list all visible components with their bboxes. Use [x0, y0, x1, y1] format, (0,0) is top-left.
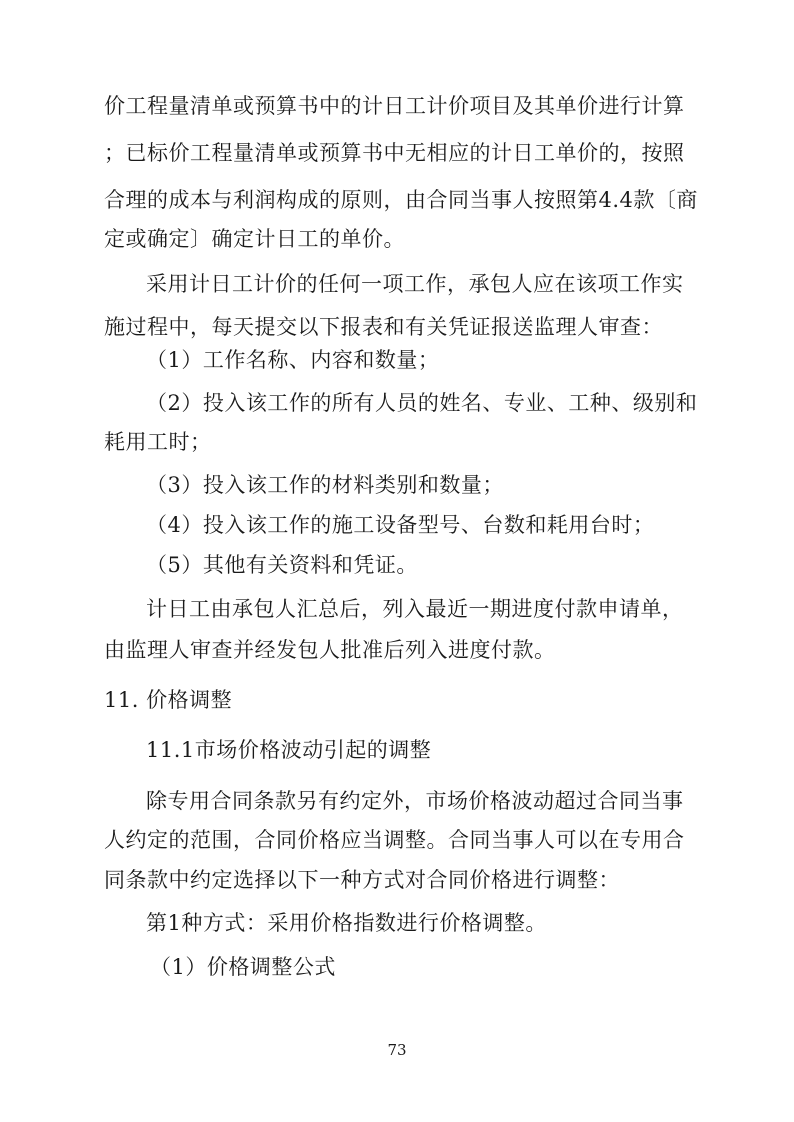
body-text-line: 人约定的范围，合同价格应当调整。合同当事人可以在专用合 — [104, 828, 685, 852]
body-text-line: 价工程量清单或预算书中的计日工计价项目及其单价进行计算 — [104, 94, 685, 118]
page-number: 73 — [387, 1041, 407, 1059]
list-item-1: （1）工作名称、内容和数量； — [146, 348, 440, 372]
body-text-line: 定或确定〕确定计日工的单价。 — [104, 227, 405, 251]
subsection-heading: 11.1市场价格波动引起的调整 — [146, 738, 432, 762]
body-text-line: ；已标价工程量清单或预算书中无相应的计日工单价的，按照 — [104, 141, 685, 165]
body-text-line: 采用计日工计价的任何一项工作，承包人应在该项工作实 — [146, 272, 684, 296]
body-text-line: 同条款中约定选择以下一种方式对合同价格进行调整： — [104, 868, 620, 892]
list-item-4: （4）投入该工作的施工设备型号、台数和耗用台时； — [146, 513, 655, 537]
body-text-line: 由监理人审查并经发包人批准后列入进度付款。 — [104, 638, 556, 662]
body-text-line: 计日工由承包人汇总后，列入最近一期进度付款申请单， — [146, 597, 684, 621]
body-text-line: 合理的成本与利润构成的原则，由合同当事人按照第4.4款〔商 — [104, 188, 698, 212]
list-item-2: （2）投入该工作的所有人员的姓名、专业、工种、级别和 — [146, 391, 698, 415]
list-item-formula: （1）价格调整公式 — [150, 955, 336, 979]
list-item-2-continued: 耗用工时； — [104, 430, 212, 454]
section-heading: 11. 价格调整 — [104, 688, 233, 712]
list-item-5: （5）其他有关资料和凭证。 — [146, 553, 418, 577]
list-item-3: （3）投入该工作的材料类别和数量； — [146, 473, 504, 497]
body-text-line: 施过程中，每天提交以下报表和有关凭证报送监理人审查： — [104, 315, 663, 339]
body-text-line: 第1种方式：采用价格指数进行价格调整。 — [146, 911, 547, 935]
body-text-line: 除专用合同条款另有约定外，市场价格波动超过合同当事 — [146, 789, 684, 813]
